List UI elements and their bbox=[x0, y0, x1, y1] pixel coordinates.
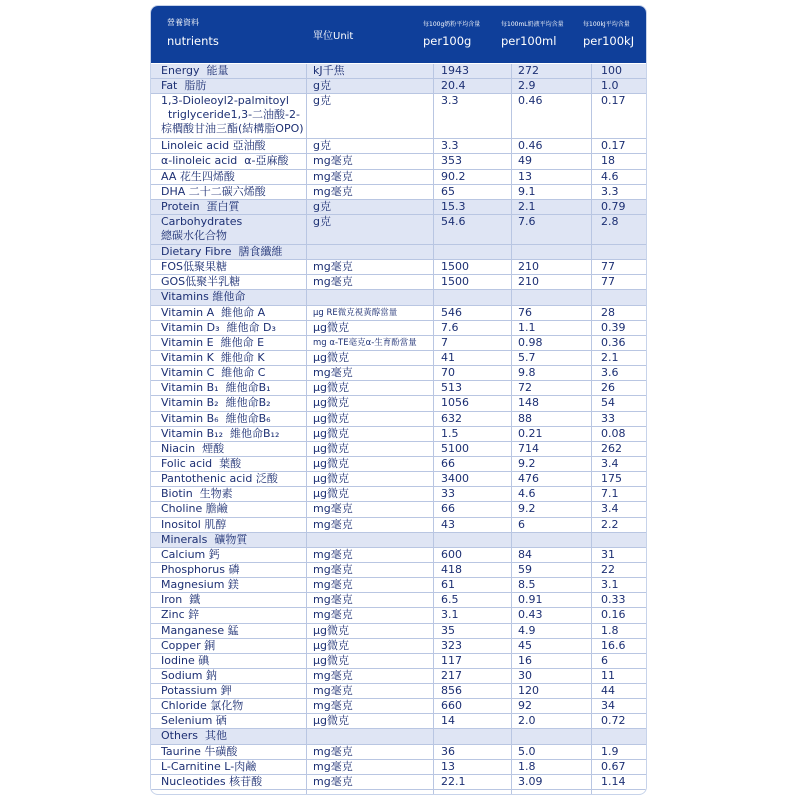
value-per100ml: 16 bbox=[518, 653, 532, 667]
value-per100g: 3400 bbox=[441, 472, 469, 486]
nutrient-name: Niacin 煙酸 bbox=[161, 441, 225, 455]
value-per100kj: 2.1 bbox=[601, 350, 619, 364]
value-per100g: 3.1 bbox=[441, 608, 459, 622]
table-row bbox=[151, 714, 647, 729]
table-row bbox=[151, 427, 647, 442]
value-per100kj: 0.08 bbox=[601, 426, 626, 440]
table-row bbox=[151, 185, 647, 200]
header-unit: 單位Unit bbox=[313, 31, 354, 42]
value-per100g: 35 bbox=[441, 623, 455, 637]
unit-cell: mg毫克 bbox=[313, 547, 353, 561]
header-per100ml-zh: 每100mL奶液平均含量 bbox=[501, 21, 564, 28]
table-row bbox=[151, 396, 647, 411]
header-per100g-zh: 每100g奶粉平均含量 bbox=[423, 21, 481, 28]
nutrient-name: Iodine 碘 bbox=[161, 653, 210, 667]
nutrient-name: Chloride 氯化物 bbox=[161, 699, 244, 713]
column-divider bbox=[306, 64, 307, 794]
unit-cell: mg毫克 bbox=[313, 275, 353, 289]
nutrient-name: Fat 脂肪 bbox=[161, 79, 207, 93]
nutrient-name: Carbohydrates 總碳水化合物 bbox=[161, 214, 243, 242]
value-per100ml: 4.9 bbox=[518, 623, 536, 637]
unit-cell: μg微克 bbox=[313, 653, 349, 667]
value-per100g: 3.3 bbox=[441, 139, 459, 153]
nutrient-name: Biotin 生物素 bbox=[161, 487, 233, 501]
value-per100kj: 16.6 bbox=[601, 638, 626, 652]
unit-cell: mg毫克 bbox=[313, 578, 353, 592]
value-per100kj: 54 bbox=[601, 396, 615, 410]
unit-cell: mg毫克 bbox=[313, 154, 353, 168]
unit-cell: μg微克 bbox=[313, 623, 349, 637]
value-per100g: 856 bbox=[441, 684, 462, 698]
nutrient-name: Magnesium 鎂 bbox=[161, 578, 239, 592]
table-row bbox=[151, 760, 647, 775]
value-per100ml: 9.2 bbox=[518, 502, 536, 516]
nutrient-name: AA 花生四烯酸 bbox=[161, 169, 235, 183]
value-per100g: 66 bbox=[441, 502, 455, 516]
value-per100g: 41 bbox=[441, 350, 455, 364]
value-per100ml: 476 bbox=[518, 472, 539, 486]
value-per100kj: 1.9 bbox=[601, 744, 619, 758]
header-nutrients-zh: 營養資料 bbox=[167, 18, 199, 27]
table-row bbox=[151, 200, 647, 215]
value-per100kj: 0.36 bbox=[601, 335, 626, 349]
nutrient-name: Inositol 肌醇 bbox=[161, 517, 227, 531]
value-per100kj: 0.79 bbox=[601, 199, 626, 213]
value-per100g: 353 bbox=[441, 154, 462, 168]
value-per100kj: 0.72 bbox=[601, 714, 626, 728]
table-row bbox=[151, 533, 647, 548]
table-row bbox=[151, 306, 647, 321]
unit-cell: μg微克 bbox=[313, 350, 349, 364]
value-per100g: 13 bbox=[441, 759, 455, 773]
value-per100ml: 59 bbox=[518, 562, 532, 576]
table-row bbox=[151, 684, 647, 699]
value-per100g: 418 bbox=[441, 562, 462, 576]
unit-cell: mg毫克 bbox=[313, 260, 353, 274]
value-per100ml: 0.46 bbox=[518, 94, 543, 108]
nutrient-name: Energy 能量 bbox=[161, 64, 229, 77]
value-per100g: 7 bbox=[441, 335, 448, 349]
table-row bbox=[151, 729, 647, 744]
value-per100g: 36 bbox=[441, 744, 455, 758]
value-per100kj: 7.1 bbox=[601, 487, 619, 501]
unit-cell: μg微克 bbox=[313, 487, 349, 501]
table-row bbox=[151, 745, 647, 760]
value-per100kj: 4.6 bbox=[601, 169, 619, 183]
table-row bbox=[151, 639, 647, 654]
nutrient-name: Others 其他 bbox=[161, 729, 227, 743]
value-per100kj: 18 bbox=[601, 154, 615, 168]
table-row bbox=[151, 64, 647, 79]
nutrient-name: DHA 二十二碳六烯酸 bbox=[161, 184, 266, 198]
value-per100kj: 77 bbox=[601, 260, 615, 274]
nutrient-name: Choline 膽鹼 bbox=[161, 502, 228, 516]
value-per100ml: 8.5 bbox=[518, 578, 536, 592]
table-row bbox=[151, 170, 647, 185]
table-row bbox=[151, 442, 647, 457]
value-per100g: 7.6 bbox=[441, 320, 459, 334]
value-per100g: 323 bbox=[441, 638, 462, 652]
value-per100ml: 272 bbox=[518, 64, 539, 77]
column-divider bbox=[511, 64, 512, 794]
value-per100kj: 28 bbox=[601, 305, 615, 319]
value-per100g: 5100 bbox=[441, 441, 469, 455]
table-row bbox=[151, 260, 647, 275]
nutrient-name: Vitamin B₂ 維他命B₂ bbox=[161, 396, 271, 410]
value-per100kj: 31 bbox=[601, 547, 615, 561]
unit-cell: mg毫克 bbox=[313, 744, 353, 758]
value-per100kj: 22 bbox=[601, 562, 615, 576]
table-row bbox=[151, 624, 647, 639]
unit-cell: μg微克 bbox=[313, 441, 349, 455]
value-per100kj: 100 bbox=[601, 64, 622, 77]
value-per100ml: 49 bbox=[518, 154, 532, 168]
nutrient-name: FOS低聚果糖 bbox=[161, 260, 227, 274]
nutrition-table bbox=[150, 5, 647, 795]
unit-cell: mg毫克 bbox=[313, 184, 353, 198]
table-row bbox=[151, 290, 647, 305]
value-per100kj: 0.39 bbox=[601, 320, 626, 334]
value-per100g: 117 bbox=[441, 653, 462, 667]
value-per100g: 1500 bbox=[441, 260, 469, 274]
nutrient-name: Dietary Fibre 膳食纖維 bbox=[161, 244, 283, 258]
table-row bbox=[151, 548, 647, 563]
unit-cell: g克 bbox=[313, 139, 331, 153]
table-row bbox=[151, 351, 647, 366]
value-per100ml: 4.6 bbox=[518, 487, 536, 501]
unit-cell: μg微克 bbox=[313, 320, 349, 334]
nutrient-name: Phosphorus 磷 bbox=[161, 562, 240, 576]
table-row bbox=[151, 699, 647, 714]
nutrient-name: Vitamins 維他命 bbox=[161, 290, 246, 304]
value-per100g: 90.2 bbox=[441, 169, 466, 183]
table-row bbox=[151, 381, 647, 396]
value-per100ml: 0.98 bbox=[518, 335, 543, 349]
table-row bbox=[151, 245, 647, 260]
value-per100g: 66 bbox=[441, 456, 455, 470]
nutrient-name: Protein 蛋白質 bbox=[161, 199, 240, 213]
column-divider bbox=[591, 64, 592, 794]
table-header bbox=[151, 6, 647, 63]
value-per100kj: 262 bbox=[601, 441, 622, 455]
unit-cell: g克 bbox=[313, 214, 331, 228]
unit-cell: kJ千焦 bbox=[313, 64, 345, 77]
value-per100kj: 2.8 bbox=[601, 214, 619, 228]
value-per100ml: 3.09 bbox=[518, 774, 543, 788]
table-body bbox=[151, 64, 647, 790]
nutrient-name: Nucleotides 核苷酸 bbox=[161, 774, 263, 788]
value-per100ml: 6 bbox=[518, 517, 525, 531]
table-row bbox=[151, 275, 647, 290]
value-per100ml: 13 bbox=[518, 169, 532, 183]
value-per100g: 1943 bbox=[441, 64, 469, 77]
value-per100g: 600 bbox=[441, 547, 462, 561]
nutrient-name: Folic acid 葉酸 bbox=[161, 456, 242, 470]
table-row bbox=[151, 578, 647, 593]
nutrient-name: Linoleic acid 亞油酸 bbox=[161, 139, 266, 153]
value-per100g: 43 bbox=[441, 517, 455, 531]
value-per100ml: 5.0 bbox=[518, 744, 536, 758]
table-row bbox=[151, 457, 647, 472]
table-row bbox=[151, 139, 647, 154]
table-row bbox=[151, 669, 647, 684]
table-row bbox=[151, 654, 647, 669]
column-divider bbox=[433, 64, 434, 794]
value-per100ml: 0.46 bbox=[518, 139, 543, 153]
value-per100ml: 210 bbox=[518, 275, 539, 289]
value-per100kj: 6 bbox=[601, 653, 608, 667]
unit-cell: mg毫克 bbox=[313, 684, 353, 698]
unit-cell: mg毫克 bbox=[313, 759, 353, 773]
value-per100kj: 26 bbox=[601, 381, 615, 395]
value-per100ml: 0.91 bbox=[518, 593, 543, 607]
value-per100g: 6.5 bbox=[441, 593, 459, 607]
value-per100g: 15.3 bbox=[441, 199, 466, 213]
value-per100g: 20.4 bbox=[441, 79, 466, 93]
nutrient-name: Taurine 牛磺酸 bbox=[161, 744, 238, 758]
table-row bbox=[151, 336, 647, 351]
nutrient-name: Selenium 硒 bbox=[161, 714, 227, 728]
table-row bbox=[151, 412, 647, 427]
unit-cell: mg毫克 bbox=[313, 608, 353, 622]
value-per100kj: 2.2 bbox=[601, 517, 619, 531]
value-per100ml: 30 bbox=[518, 668, 532, 682]
value-per100g: 546 bbox=[441, 305, 462, 319]
value-per100ml: 714 bbox=[518, 441, 539, 455]
unit-cell: μg微克 bbox=[313, 472, 349, 486]
header-per100kj-en: per100kJ bbox=[583, 34, 635, 48]
value-per100kj: 0.67 bbox=[601, 759, 626, 773]
value-per100kj: 0.17 bbox=[601, 94, 626, 108]
value-per100g: 22.1 bbox=[441, 774, 466, 788]
value-per100kj: 1.14 bbox=[601, 774, 626, 788]
value-per100ml: 2.9 bbox=[518, 79, 536, 93]
value-per100g: 54.6 bbox=[441, 214, 466, 228]
value-per100g: 14 bbox=[441, 714, 455, 728]
nutrient-name: GOS低聚半乳糖 bbox=[161, 275, 241, 289]
value-per100ml: 72 bbox=[518, 381, 532, 395]
table-row bbox=[151, 518, 647, 533]
value-per100ml: 1.8 bbox=[518, 759, 536, 773]
unit-cell: μg微克 bbox=[313, 638, 349, 652]
nutrient-name: Vitamin B₆ 維他命B₆ bbox=[161, 411, 271, 425]
nutrient-name: Calcium 鈣 bbox=[161, 547, 220, 561]
value-per100kj: 33 bbox=[601, 411, 615, 425]
table-row bbox=[151, 154, 647, 169]
value-per100ml: 9.1 bbox=[518, 184, 536, 198]
value-per100kj: 3.4 bbox=[601, 502, 619, 516]
header-nutrients-en: nutrients bbox=[167, 34, 219, 48]
table-row bbox=[151, 502, 647, 517]
value-per100ml: 76 bbox=[518, 305, 532, 319]
unit-cell: μg微克 bbox=[313, 456, 349, 470]
value-per100ml: 92 bbox=[518, 699, 532, 713]
value-per100ml: 148 bbox=[518, 396, 539, 410]
unit-cell: μg微克 bbox=[313, 426, 349, 440]
value-per100kj: 44 bbox=[601, 684, 615, 698]
nutrient-name: Manganese 錳 bbox=[161, 623, 239, 637]
value-per100ml: 9.8 bbox=[518, 366, 536, 380]
value-per100ml: 120 bbox=[518, 684, 539, 698]
table-row bbox=[151, 94, 647, 139]
unit-cell: mg毫克 bbox=[313, 502, 353, 516]
nutrient-name: Vitamin C 維他命 C bbox=[161, 366, 266, 380]
table-row bbox=[151, 608, 647, 623]
nutrient-name: Copper 銅 bbox=[161, 638, 216, 652]
nutrient-name: Vitamin D₃ 維他命 D₃ bbox=[161, 320, 276, 334]
unit-cell: mg α-TE毫克α-生育酚當量 bbox=[313, 337, 417, 348]
value-per100g: 33 bbox=[441, 487, 455, 501]
value-per100g: 1056 bbox=[441, 396, 469, 410]
table-row bbox=[151, 563, 647, 578]
value-per100ml: 5.7 bbox=[518, 350, 536, 364]
unit-cell: mg毫克 bbox=[313, 562, 353, 576]
value-per100ml: 1.1 bbox=[518, 320, 536, 334]
unit-cell: μg RE微克視黃醇當量 bbox=[313, 307, 398, 318]
value-per100ml: 45 bbox=[518, 638, 532, 652]
unit-cell: mg毫克 bbox=[313, 668, 353, 682]
value-per100kj: 3.4 bbox=[601, 456, 619, 470]
unit-cell: mg毫克 bbox=[313, 593, 353, 607]
unit-cell: μg微克 bbox=[313, 714, 349, 728]
header-per100g-en: per100g bbox=[423, 34, 472, 48]
nutrient-name: Vitamin A 維他命 A bbox=[161, 305, 266, 319]
value-per100g: 70 bbox=[441, 366, 455, 380]
value-per100g: 1.5 bbox=[441, 426, 459, 440]
nutrient-name: Vitamin B₁₂ 維他命B₁₂ bbox=[161, 426, 280, 440]
unit-cell: g克 bbox=[313, 79, 331, 93]
value-per100g: 632 bbox=[441, 411, 462, 425]
value-per100ml: 7.6 bbox=[518, 214, 536, 228]
nutrient-name: L-Carnitine L-肉鹼 bbox=[161, 759, 257, 773]
nutrient-name: α-linoleic acid α-亞麻酸 bbox=[161, 154, 289, 168]
value-per100g: 217 bbox=[441, 668, 462, 682]
table-row bbox=[151, 366, 647, 381]
nutrient-name: Minerals 礦物質 bbox=[161, 532, 248, 546]
value-per100ml: 210 bbox=[518, 260, 539, 274]
value-per100ml: 88 bbox=[518, 411, 532, 425]
nutrient-name: Pantothenic acid 泛酸 bbox=[161, 472, 278, 486]
value-per100kj: 3.1 bbox=[601, 578, 619, 592]
table-row bbox=[151, 472, 647, 487]
value-per100g: 65 bbox=[441, 184, 455, 198]
unit-cell: mg毫克 bbox=[313, 169, 353, 183]
value-per100kj: 77 bbox=[601, 275, 615, 289]
unit-cell: μg微克 bbox=[313, 396, 349, 410]
table-row bbox=[151, 215, 647, 245]
unit-cell: mg毫克 bbox=[313, 699, 353, 713]
value-per100ml: 84 bbox=[518, 547, 532, 561]
value-per100g: 660 bbox=[441, 699, 462, 713]
value-per100g: 1500 bbox=[441, 275, 469, 289]
value-per100kj: 0.17 bbox=[601, 139, 626, 153]
unit-cell: g克 bbox=[313, 199, 331, 213]
value-per100ml: 0.21 bbox=[518, 426, 543, 440]
value-per100kj: 3.6 bbox=[601, 366, 619, 380]
unit-cell: mg毫克 bbox=[313, 517, 353, 531]
table-row bbox=[151, 487, 647, 502]
nutrient-name: 1,3-Dioleoyl2-palmitoyl triglyceride1,3-二油酸-2- 棕櫚酸甘油三酯(結構脂OPO) bbox=[161, 94, 304, 136]
table-row bbox=[151, 593, 647, 608]
table-row bbox=[151, 775, 647, 790]
value-per100kj: 1.8 bbox=[601, 623, 619, 637]
value-per100ml: 0.43 bbox=[518, 608, 543, 622]
table-row bbox=[151, 321, 647, 336]
value-per100kj: 3.3 bbox=[601, 184, 619, 198]
unit-cell: μg微克 bbox=[313, 381, 349, 395]
value-per100kj: 34 bbox=[601, 699, 615, 713]
value-per100ml: 2.1 bbox=[518, 199, 536, 213]
nutrient-name: Potassium 鉀 bbox=[161, 684, 232, 698]
value-per100g: 61 bbox=[441, 578, 455, 592]
nutrient-name: Sodium 鈉 bbox=[161, 668, 217, 682]
table-row bbox=[151, 79, 647, 94]
value-per100kj: 175 bbox=[601, 472, 622, 486]
value-per100kj: 1.0 bbox=[601, 79, 619, 93]
nutrient-name: Iron 鐵 bbox=[161, 593, 201, 607]
nutrient-name: Vitamin K 維他命 K bbox=[161, 350, 265, 364]
value-per100kj: 11 bbox=[601, 668, 615, 682]
header-per100kj-zh: 每100kJ平均含量 bbox=[583, 21, 630, 28]
header-per100ml-en: per100ml bbox=[501, 34, 557, 48]
nutrient-name: Vitamin E 維他命 E bbox=[161, 335, 265, 349]
value-per100g: 3.3 bbox=[441, 94, 459, 108]
unit-cell: g克 bbox=[313, 94, 331, 108]
nutrient-name: Vitamin B₁ 維他命B₁ bbox=[161, 381, 271, 395]
nutrient-name: Zinc 鋅 bbox=[161, 608, 200, 622]
value-per100ml: 2.0 bbox=[518, 714, 536, 728]
value-per100ml: 9.2 bbox=[518, 456, 536, 470]
value-per100kj: 0.33 bbox=[601, 593, 626, 607]
value-per100g: 513 bbox=[441, 381, 462, 395]
unit-cell: mg毫克 bbox=[313, 366, 353, 380]
unit-cell: mg毫克 bbox=[313, 774, 353, 788]
value-per100kj: 0.16 bbox=[601, 608, 626, 622]
unit-cell: μg微克 bbox=[313, 411, 349, 425]
